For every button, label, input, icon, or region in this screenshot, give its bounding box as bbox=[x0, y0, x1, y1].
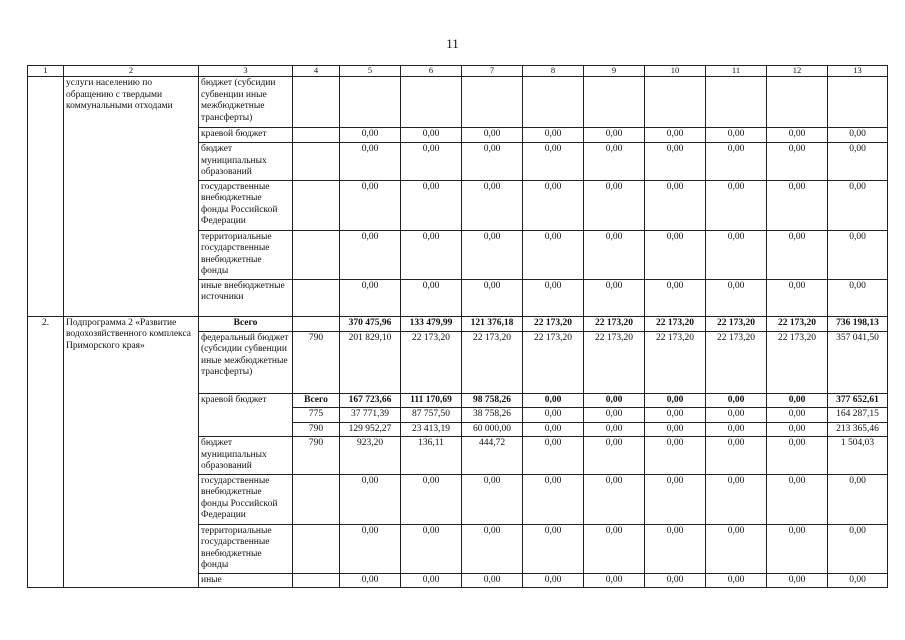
value-cell: 0,00 bbox=[706, 279, 767, 316]
value-cell: 444,72 bbox=[462, 437, 523, 475]
value-cell: 0,00 bbox=[462, 128, 523, 143]
value-cell: 0,00 bbox=[645, 408, 706, 423]
value-cell: 0,00 bbox=[584, 422, 645, 437]
column-number: 8 bbox=[523, 66, 584, 77]
value-cell: 0,00 bbox=[767, 393, 828, 408]
value-cell: 0,00 bbox=[401, 128, 462, 143]
value-cell: 0,00 bbox=[645, 180, 706, 230]
code-cell bbox=[293, 474, 340, 524]
column-number: 10 bbox=[645, 66, 706, 77]
value-cell: 0,00 bbox=[828, 128, 888, 143]
value-cell bbox=[584, 77, 645, 128]
value-cell: 167 723,66 bbox=[340, 393, 401, 408]
code-cell: 790 bbox=[293, 331, 340, 393]
value-cell: 0,00 bbox=[645, 143, 706, 181]
value-cell: 0,00 bbox=[340, 230, 401, 279]
value-cell: 0,00 bbox=[401, 524, 462, 573]
value-cell: 111 170,69 bbox=[401, 393, 462, 408]
value-cell: 0,00 bbox=[523, 573, 584, 588]
code-cell bbox=[293, 180, 340, 230]
value-cell: 0,00 bbox=[706, 422, 767, 437]
value-cell: 0,00 bbox=[340, 279, 401, 316]
value-cell: 0,00 bbox=[340, 143, 401, 181]
value-cell: 0,00 bbox=[401, 474, 462, 524]
value-cell: 0,00 bbox=[584, 524, 645, 573]
column-number: 3 bbox=[199, 66, 293, 77]
value-cell: 98 758,26 bbox=[462, 393, 523, 408]
value-cell bbox=[645, 77, 706, 128]
value-cell: 0,00 bbox=[523, 524, 584, 573]
value-cell: 0,00 bbox=[645, 230, 706, 279]
source-cell: Всего bbox=[199, 316, 293, 331]
value-cell: 121 376,18 bbox=[462, 316, 523, 331]
column-number: 4 bbox=[293, 66, 340, 77]
value-cell: 0,00 bbox=[584, 128, 645, 143]
code-cell bbox=[293, 77, 340, 128]
value-cell: 0,00 bbox=[828, 230, 888, 279]
value-cell: 22 173,20 bbox=[584, 331, 645, 393]
value-cell: 22 173,20 bbox=[645, 316, 706, 331]
value-cell: 0,00 bbox=[706, 393, 767, 408]
value-cell: 0,00 bbox=[706, 474, 767, 524]
column-number: 6 bbox=[401, 66, 462, 77]
value-cell: 0,00 bbox=[340, 128, 401, 143]
program-name-cell: услуги населению по обращению с твердыми коммунальными отходами bbox=[64, 77, 199, 317]
header-row bbox=[28, 66, 888, 77]
row-number-cell: 2. bbox=[28, 316, 64, 588]
value-cell: 0,00 bbox=[584, 279, 645, 316]
value-cell: 0,00 bbox=[828, 524, 888, 573]
table-row bbox=[28, 77, 888, 128]
value-cell: 0,00 bbox=[828, 573, 888, 588]
value-cell: 0,00 bbox=[645, 422, 706, 437]
value-cell: 0,00 bbox=[401, 573, 462, 588]
value-cell: 0,00 bbox=[462, 230, 523, 279]
column-number: 1 bbox=[28, 66, 64, 77]
code-cell bbox=[293, 128, 340, 143]
value-cell: 38 758,26 bbox=[462, 408, 523, 423]
value-cell: 0,00 bbox=[584, 474, 645, 524]
column-number: 7 bbox=[462, 66, 523, 77]
value-cell: 37 771,39 bbox=[340, 408, 401, 423]
value-cell: 0,00 bbox=[523, 474, 584, 524]
value-cell: 0,00 bbox=[706, 143, 767, 181]
value-cell: 0,00 bbox=[767, 230, 828, 279]
value-cell: 0,00 bbox=[767, 143, 828, 181]
value-cell: 0,00 bbox=[340, 180, 401, 230]
value-cell bbox=[828, 77, 888, 128]
code-cell bbox=[293, 143, 340, 181]
value-cell: 923,20 bbox=[340, 437, 401, 475]
value-cell bbox=[401, 77, 462, 128]
source-cell: территориальные государственные внебюджетные фонды bbox=[199, 230, 293, 279]
value-cell: 136,11 bbox=[401, 437, 462, 475]
value-cell: 22 173,20 bbox=[584, 316, 645, 331]
value-cell: 0,00 bbox=[706, 408, 767, 423]
value-cell: 0,00 bbox=[584, 393, 645, 408]
value-cell: 0,00 bbox=[767, 524, 828, 573]
value-cell: 22 173,20 bbox=[706, 316, 767, 331]
value-cell: 377 652,61 bbox=[828, 393, 888, 408]
source-cell: краевой бюджет bbox=[199, 393, 293, 437]
value-cell: 164 287,15 bbox=[828, 408, 888, 423]
source-cell: бюджет (субсидии субвенции иные межбюджетные трансферты) bbox=[199, 77, 293, 128]
code-cell: 790 bbox=[293, 437, 340, 475]
value-cell: 22 173,20 bbox=[462, 331, 523, 393]
value-cell: 22 173,20 bbox=[706, 331, 767, 393]
value-cell: 0,00 bbox=[462, 573, 523, 588]
value-cell: 0,00 bbox=[584, 408, 645, 423]
column-number: 13 bbox=[828, 66, 888, 77]
value-cell: 0,00 bbox=[523, 408, 584, 423]
program-name-cell: Подпрограмма 2 «Развитие водохозяйственного комплекса Приморского края» bbox=[64, 316, 199, 588]
table-row bbox=[28, 316, 888, 331]
source-cell: краевой бюджет bbox=[199, 128, 293, 143]
value-cell bbox=[523, 77, 584, 128]
value-cell: 0,00 bbox=[401, 143, 462, 181]
code-cell: 775 bbox=[293, 408, 340, 423]
value-cell: 23 413,19 bbox=[401, 422, 462, 437]
value-cell: 0,00 bbox=[645, 393, 706, 408]
source-cell: государственные внебюджетные фонды Российской Федерации bbox=[199, 180, 293, 230]
value-cell: 370 475,96 bbox=[340, 316, 401, 331]
source-cell: бюджет муниципальных образований bbox=[199, 437, 293, 475]
code-cell bbox=[293, 573, 340, 588]
value-cell: 0,00 bbox=[523, 180, 584, 230]
value-cell: 0,00 bbox=[767, 128, 828, 143]
source-cell: бюджет муниципальных образований bbox=[199, 143, 293, 181]
value-cell: 22 173,20 bbox=[767, 316, 828, 331]
value-cell: 0,00 bbox=[828, 474, 888, 524]
value-cell: 133 479,99 bbox=[401, 316, 462, 331]
value-cell: 0,00 bbox=[462, 180, 523, 230]
value-cell: 22 173,20 bbox=[645, 331, 706, 393]
source-cell: территориальные государственные внебюджетные фонды bbox=[199, 524, 293, 573]
value-cell: 22 173,20 bbox=[523, 331, 584, 393]
value-cell: 0,00 bbox=[401, 180, 462, 230]
value-cell: 0,00 bbox=[706, 573, 767, 588]
value-cell: 87 757,50 bbox=[401, 408, 462, 423]
value-cell bbox=[462, 77, 523, 128]
value-cell: 0,00 bbox=[584, 230, 645, 279]
value-cell: 213 365,46 bbox=[828, 422, 888, 437]
value-cell: 1 504,03 bbox=[828, 437, 888, 475]
value-cell: 0,00 bbox=[523, 143, 584, 181]
source-cell: федеральный бюджет (субсидии субвенции иные межбюджетные трансферты) bbox=[199, 331, 293, 393]
code-cell bbox=[293, 316, 340, 331]
value-cell: 0,00 bbox=[401, 230, 462, 279]
source-cell: иные bbox=[199, 573, 293, 588]
value-cell: 0,00 bbox=[584, 143, 645, 181]
value-cell: 0,00 bbox=[462, 279, 523, 316]
code-cell: 790 bbox=[293, 422, 340, 437]
value-cell: 0,00 bbox=[462, 143, 523, 181]
value-cell: 0,00 bbox=[767, 279, 828, 316]
value-cell bbox=[767, 77, 828, 128]
value-cell: 0,00 bbox=[645, 573, 706, 588]
value-cell: 0,00 bbox=[401, 279, 462, 316]
value-cell: 0,00 bbox=[767, 422, 828, 437]
value-cell: 0,00 bbox=[767, 573, 828, 588]
value-cell: 22 173,20 bbox=[401, 331, 462, 393]
value-cell: 0,00 bbox=[462, 474, 523, 524]
budget-table bbox=[27, 65, 888, 588]
code-cell bbox=[293, 279, 340, 316]
value-cell: 0,00 bbox=[645, 524, 706, 573]
value-cell: 0,00 bbox=[584, 180, 645, 230]
value-cell: 0,00 bbox=[523, 422, 584, 437]
value-cell: 0,00 bbox=[645, 474, 706, 524]
value-cell: 0,00 bbox=[767, 474, 828, 524]
value-cell: 0,00 bbox=[706, 524, 767, 573]
value-cell: 0,00 bbox=[340, 474, 401, 524]
column-number: 11 bbox=[706, 66, 767, 77]
value-cell: 0,00 bbox=[645, 128, 706, 143]
value-cell: 22 173,20 bbox=[767, 331, 828, 393]
value-cell bbox=[340, 77, 401, 128]
value-cell: 22 173,20 bbox=[523, 316, 584, 331]
value-cell: 0,00 bbox=[523, 393, 584, 408]
column-number: 5 bbox=[340, 66, 401, 77]
value-cell: 0,00 bbox=[828, 143, 888, 181]
code-cell: Всего bbox=[293, 393, 340, 408]
code-cell bbox=[293, 230, 340, 279]
value-cell: 0,00 bbox=[828, 279, 888, 316]
value-cell: 0,00 bbox=[523, 279, 584, 316]
value-cell: 736 198,13 bbox=[828, 316, 888, 331]
value-cell: 0,00 bbox=[828, 180, 888, 230]
value-cell: 201 829,10 bbox=[340, 331, 401, 393]
value-cell: 0,00 bbox=[706, 180, 767, 230]
value-cell: 0,00 bbox=[523, 128, 584, 143]
value-cell: 0,00 bbox=[767, 408, 828, 423]
value-cell: 0,00 bbox=[706, 230, 767, 279]
source-cell: государственные внебюджетные фонды Российской Федерации bbox=[199, 474, 293, 524]
value-cell: 0,00 bbox=[706, 437, 767, 475]
value-cell: 0,00 bbox=[340, 573, 401, 588]
column-number: 2 bbox=[64, 66, 199, 77]
value-cell: 129 952,27 bbox=[340, 422, 401, 437]
value-cell: 0,00 bbox=[523, 437, 584, 475]
value-cell: 0,00 bbox=[584, 437, 645, 475]
value-cell: 0,00 bbox=[767, 180, 828, 230]
value-cell: 0,00 bbox=[645, 437, 706, 475]
value-cell: 60 000,00 bbox=[462, 422, 523, 437]
value-cell: 0,00 bbox=[645, 279, 706, 316]
value-cell: 0,00 bbox=[767, 437, 828, 475]
value-cell: 0,00 bbox=[340, 524, 401, 573]
code-cell bbox=[293, 524, 340, 573]
value-cell bbox=[706, 77, 767, 128]
row-number-cell bbox=[28, 77, 64, 317]
value-cell: 0,00 bbox=[462, 524, 523, 573]
value-cell: 0,00 bbox=[523, 230, 584, 279]
value-cell: 0,00 bbox=[706, 128, 767, 143]
page-number: 11 bbox=[446, 36, 459, 51]
column-number: 9 bbox=[584, 66, 645, 77]
value-cell: 357 041,50 bbox=[828, 331, 888, 393]
column-number: 12 bbox=[767, 66, 828, 77]
source-cell: иные внебюджетные источники bbox=[199, 279, 293, 316]
value-cell: 0,00 bbox=[584, 573, 645, 588]
